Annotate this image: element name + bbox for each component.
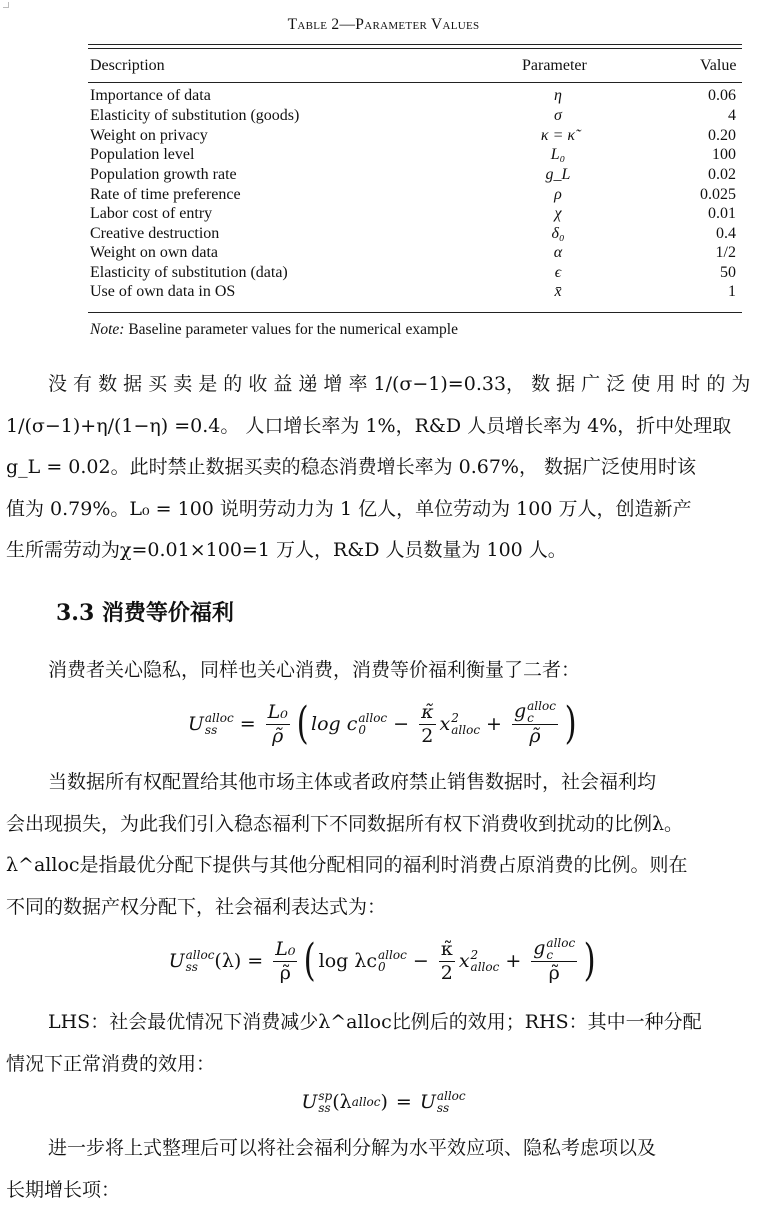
eq-symbol: U: [419, 1091, 436, 1113]
table-note: [90, 321, 458, 339]
text-line: 长期增长项：: [6, 1178, 121, 1201]
eq-sub: alloc: [451, 723, 481, 737]
equation-welfare: [0, 695, 767, 753]
eq-symbol: λ: [339, 1091, 352, 1113]
section-heading: 3.3 消费等价福利: [56, 600, 234, 626]
eq-sub: 0: [358, 723, 367, 737]
eq-sub: ss: [185, 960, 198, 974]
text-line: 当数据所有权配置给其他市场主体或者政府禁止销售数据时，社会福利均: [48, 771, 657, 793]
cell-value: 0.4: [716, 225, 736, 242]
eq-supsub: [378, 949, 407, 973]
eq-symbol: U: [168, 950, 185, 972]
eq-symbol: g: [513, 700, 527, 723]
eq-supsub: [205, 712, 234, 736]
table-row: [88, 204, 742, 224]
eq-fraction: [273, 938, 297, 985]
cell-value: 1/2: [715, 244, 736, 261]
cell-parameter: x̄: [554, 283, 562, 300]
eq-supsub: [358, 712, 387, 736]
eq-fraction: [419, 701, 435, 748]
table-row: [88, 126, 742, 146]
cell-value: 0.025: [700, 186, 736, 203]
text-line: 值为 0.79%。L₀ = 100 说明劳动力为 1 亿人，单位劳动为 100 万人，创造新产: [6, 497, 692, 520]
eq-paren: (: [304, 935, 317, 986]
eq-num: [531, 937, 577, 962]
eq-fraction: [512, 700, 558, 748]
note-text: Baseline parameter values for the numerical example: [124, 321, 458, 338]
eq-sub: 0: [378, 960, 386, 974]
eq-sub: c: [527, 711, 534, 726]
cell-description: Importance of data: [90, 87, 211, 104]
eq-den: ρ̃: [529, 725, 541, 748]
table-row: [88, 185, 742, 205]
eq-den: ρ̃: [548, 962, 560, 985]
cell-parameter: L₀: [550, 146, 566, 163]
eq-equals: =: [239, 713, 256, 735]
cell-description: Labor cost of entry: [90, 205, 213, 222]
eq-equals: =: [395, 1091, 412, 1113]
eq-sub: ss: [204, 723, 218, 737]
eq-num: L₀: [267, 700, 288, 723]
equation-welfare-lambda: [0, 932, 767, 990]
paragraph-loss: [6, 762, 750, 928]
paragraph-growth-rates: [6, 364, 750, 572]
cell-description: Use of own data in OS: [90, 283, 236, 300]
text-line: 情况下正常消费的效用：: [6, 1052, 216, 1075]
table-row: [88, 263, 742, 283]
eq-paren: ): [564, 698, 577, 749]
eq-symbol: x: [439, 713, 451, 735]
cell-value: 1: [728, 283, 736, 300]
table-row: [88, 282, 742, 302]
eq-fraction: [439, 938, 455, 985]
eq-den: ρ̃: [272, 724, 284, 747]
text-line: 进一步将上式整理后可以将社会福利分解为水平效应项、隐私考虑项以及: [48, 1137, 657, 1159]
eq-supsub: [546, 937, 575, 961]
eq-supsub: [318, 1090, 332, 1114]
eq-symbol: x: [458, 950, 470, 972]
eq-sup: 2: [470, 948, 479, 962]
header-parameter: Parameter: [522, 57, 587, 74]
eq-sup: alloc: [436, 1089, 466, 1103]
cell-value: 0.01: [708, 205, 736, 222]
cell-value: 4: [728, 107, 736, 124]
eq-sup: alloc: [351, 1095, 381, 1109]
cell-parameter: ρ: [554, 186, 562, 203]
eq-supsub: [437, 1090, 466, 1114]
header-description: Description: [90, 57, 165, 74]
cell-parameter: κ = κ̃: [540, 127, 576, 144]
eq-minus: −: [412, 950, 429, 972]
cell-parameter: χ: [554, 205, 562, 222]
eq-supsub: [451, 712, 480, 736]
table-rule: [88, 44, 742, 45]
eq-fraction: [531, 937, 577, 985]
eq-symbol: U: [187, 713, 204, 735]
cell-value: 0.02: [708, 166, 736, 183]
cell-parameter: g_L: [545, 166, 571, 183]
eq-arg: (λ): [214, 950, 242, 972]
table-row: [88, 86, 742, 106]
cell-value: 100: [712, 146, 736, 163]
table-rule: [88, 312, 742, 313]
eq-sup: alloc: [358, 711, 388, 725]
cell-parameter: σ: [554, 107, 562, 124]
cell-parameter: η: [554, 87, 562, 104]
eq-paren: (: [296, 698, 309, 749]
eq-sub: c: [546, 948, 554, 963]
cell-value: 50: [720, 264, 736, 281]
page-corner-mark: [3, 2, 9, 8]
eq-sup: alloc: [546, 936, 576, 951]
eq-plus: +: [505, 950, 522, 972]
eq-equals: =: [247, 950, 264, 972]
eq-den: 2: [421, 724, 434, 747]
eq-supsub: [527, 700, 556, 724]
header-value: Value: [700, 57, 737, 74]
eq-supsub: [186, 949, 215, 973]
eq-sup: alloc: [185, 948, 215, 962]
table-row: [88, 145, 742, 165]
eq-symbol: g: [533, 937, 546, 960]
table-rule: [88, 48, 742, 49]
eq-num: κ̃: [421, 700, 434, 723]
cell-description: Elasticity of substitution (goods): [90, 107, 300, 124]
table-row: [88, 165, 742, 185]
eq-log: log λc: [318, 950, 378, 972]
eq-supsub: [471, 949, 500, 973]
table-rule: [88, 82, 742, 83]
eq-den: ρ̃: [279, 961, 291, 984]
cell-description: Elasticity of substitution (data): [90, 264, 288, 281]
eq-sub: alloc: [470, 960, 500, 974]
cell-parameter: δ₀: [551, 225, 565, 242]
text-line: 生所需劳动为χ=0.01×100=1 万人，R&D 人员数量为 100 人。: [6, 539, 567, 561]
eq-sub: ss: [436, 1101, 450, 1115]
eq-fraction: [266, 701, 290, 748]
text-line: g_L = 0.02。此时禁止数据买卖的稳态消费增长率为 0.67%， 数据广泛使用时该: [6, 456, 697, 478]
text-line: 1/(σ−1)+η/(1−η) =0.4。 人口增长率为 1%，R&D 人员增长率为 4%，折中处理取: [6, 414, 732, 437]
eq-log: log c: [311, 713, 358, 735]
eq-sup: sp: [318, 1089, 333, 1103]
cell-parameter: α: [553, 244, 563, 261]
cell-parameter: ϵ: [554, 264, 562, 281]
cell-description: Population growth rate: [90, 166, 237, 183]
text-line: 不同的数据产权分配下，社会福利表达式为：: [6, 895, 387, 918]
eq-sup: alloc: [378, 948, 407, 962]
eq-symbol: U: [301, 1091, 318, 1113]
text-line: λ^alloc是指最优分配下提供与其他分配相同的福利时消费占原消费的比例。则在: [6, 854, 688, 876]
eq-sub: ss: [318, 1101, 331, 1115]
eq-num: L₀: [275, 937, 296, 960]
note-label: Note:: [90, 321, 125, 338]
cell-value: 0.20: [708, 127, 736, 144]
table-row: [88, 106, 742, 126]
paragraph-decomposition: [6, 1128, 750, 1206]
cell-description: Creative destruction: [90, 225, 220, 242]
eq-paren: ): [380, 1091, 388, 1113]
text-line: LHS：社会最优情况下消费减少λ^alloc比例后的效用；RHS：其中一种分配: [48, 1011, 702, 1033]
text-line: 没 有 数 据 买 卖 是 的 收 益 递 增 率 1/(σ−1)=0.33， 数 据 广 泛 使 用 时 的 为: [48, 373, 750, 395]
eq-sup: alloc: [204, 711, 234, 725]
eq-plus: +: [486, 713, 502, 735]
cell-description: Population level: [90, 146, 195, 163]
eq-paren: (: [332, 1091, 340, 1113]
eq-minus: −: [393, 713, 410, 735]
cell-description: Weight on own data: [90, 244, 219, 261]
eq-sup: 2: [451, 711, 459, 725]
text-line: 消费者关心隐私，同样也关心消费，消费等价福利衡量了二者：: [48, 659, 581, 681]
equation-equivalence: [0, 1084, 767, 1120]
eq-num: [512, 700, 558, 725]
table-title: Table 2—Parameter Values: [287, 16, 480, 33]
table-row: [88, 224, 742, 244]
table-row: [88, 243, 742, 263]
paragraph-intro: [6, 650, 750, 692]
eq-den: 2: [440, 961, 453, 984]
paragraph-lhs-rhs: [6, 1002, 750, 1085]
text-line: 会出现损失，为此我们引入稳态福利下不同数据所有权下消费收到扰动的比例λ。: [6, 812, 684, 835]
eq-sup: alloc: [527, 699, 556, 714]
eq-num: κ̃: [440, 937, 453, 960]
eq-paren: ): [583, 935, 596, 986]
cell-description: Weight on privacy: [90, 127, 208, 144]
cell-value: 0.06: [708, 87, 736, 104]
cell-description: Rate of time preference: [90, 186, 241, 203]
